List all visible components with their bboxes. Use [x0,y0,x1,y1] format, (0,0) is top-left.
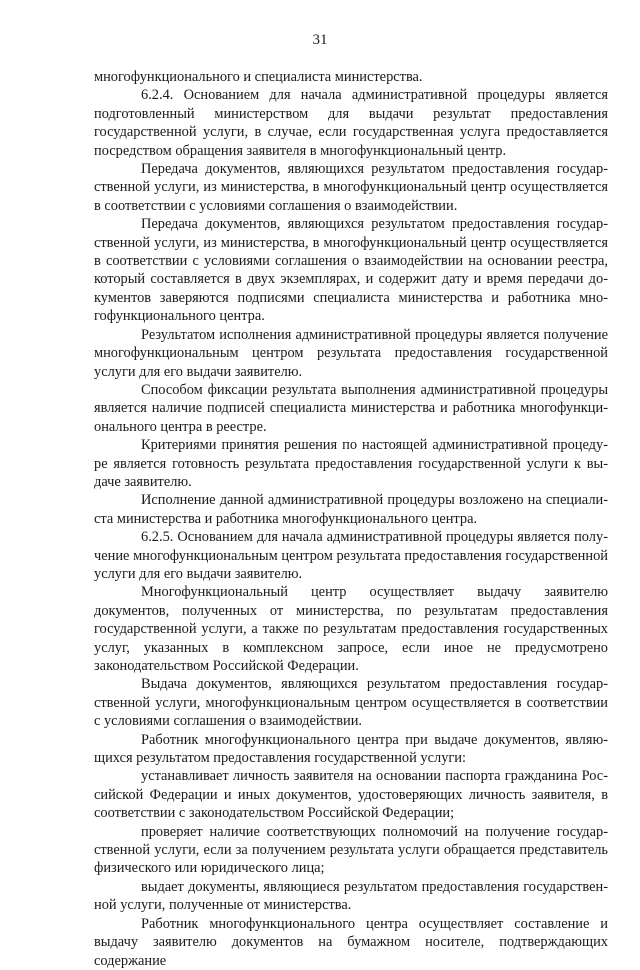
paragraph: Передача документов, являющихся результатом предоставления государственной услуги, из министерства, в многофункциональный центр осуществляется в соответствии с условиями соглашения о взаимодействии. [94,161,608,214]
paragraph: Выдача документов, являющихся результатом предоставления государственной услуги, многофункциональным центром осуществляется в соответствии с условиями соглашения о взаимодействии. [94,676,608,730]
paragraph: Исполнение данной административной процедуры возложено на специалиста министерства и работника многофункционального центра. [94,492,608,527]
paragraph: Передача документов, являющихся результатом предоставления государственной услуги, из министерства, в многофункциональный центр осуществляется в соответствии с условиями соглашения о взаимодействии на основании реестра, который составляется в двух экземплярах, и содержит дату и время передачи документов заверяются подписями специалиста министерства и работника многофункционального центра. [94,216,608,325]
paragraph-6-2-5: 6.2.5. Основанием для начала административной процедуры является получение многофункциональным центром результата предоставления государственной услуги для его выдачи заявителю. [94,529,608,582]
page-number: 31 [312,32,328,48]
paragraph-6-2-4: 6.2.4. Основанием для начала административной процедуры является подготовленный министерством для выдачи результат предоставления государственной услуги, в случае, если государственная услуга предоставляется посредством обращения заявителя в многофункциональный центр. [94,87,608,159]
paragraph: Работник многофункционального центра при выдаче документов, являющихся результатом предоставления государственной услуги: [94,731,608,767]
paragraph: Критериями принятия решения по настоящей административной процедуре является готовность результата предоставления государственной услуги к выдаче заявителю. [94,437,608,490]
paragraph: Результатом исполнения административной процедуры является получение многофункциональным центром результата предоставления государственной услуги для его выдачи заявителю. [94,326,608,380]
paragraph: Многофункциональный центр осуществляет выдачу заявителю документов, полученных от министерства, по результатам предоставления государственной услуги, а также по результатам предоставления государственных услуг, указанных в комплексном запросе, если иное не предусмотрено законодательством Российской Федерации. [94,584,608,674]
paragraph: Способом фиксации результата выполнения административной процедуры является наличие подписей специалиста министерства и работника многофункционального центра в реестре. [94,381,608,435]
document-body [94,68,608,970]
paragraph: Работник многофункционального центра осуществляет составление и выдачу заявителю документов на бумажном носителе, подтверждающих содержание [94,915,608,969]
list-item: устанавливает личность заявителя на основании паспорта гражданина Российской Федерации и иных документов, удостоверяющих личность заявителя, в соответствии с законодательством Российской Федерации; [94,768,608,822]
list-item: выдает документы, являющиеся результатом предоставления государственной услуги, полученные от министерства. [94,878,608,914]
paragraph-continuation: многофункционального и специалиста министерства. [94,69,423,85]
list-item: проверяет наличие соответствующих полномочий на получение государственной услуги, если за получением результата услуги обращается представитель физического или юридического лица; [94,823,608,877]
